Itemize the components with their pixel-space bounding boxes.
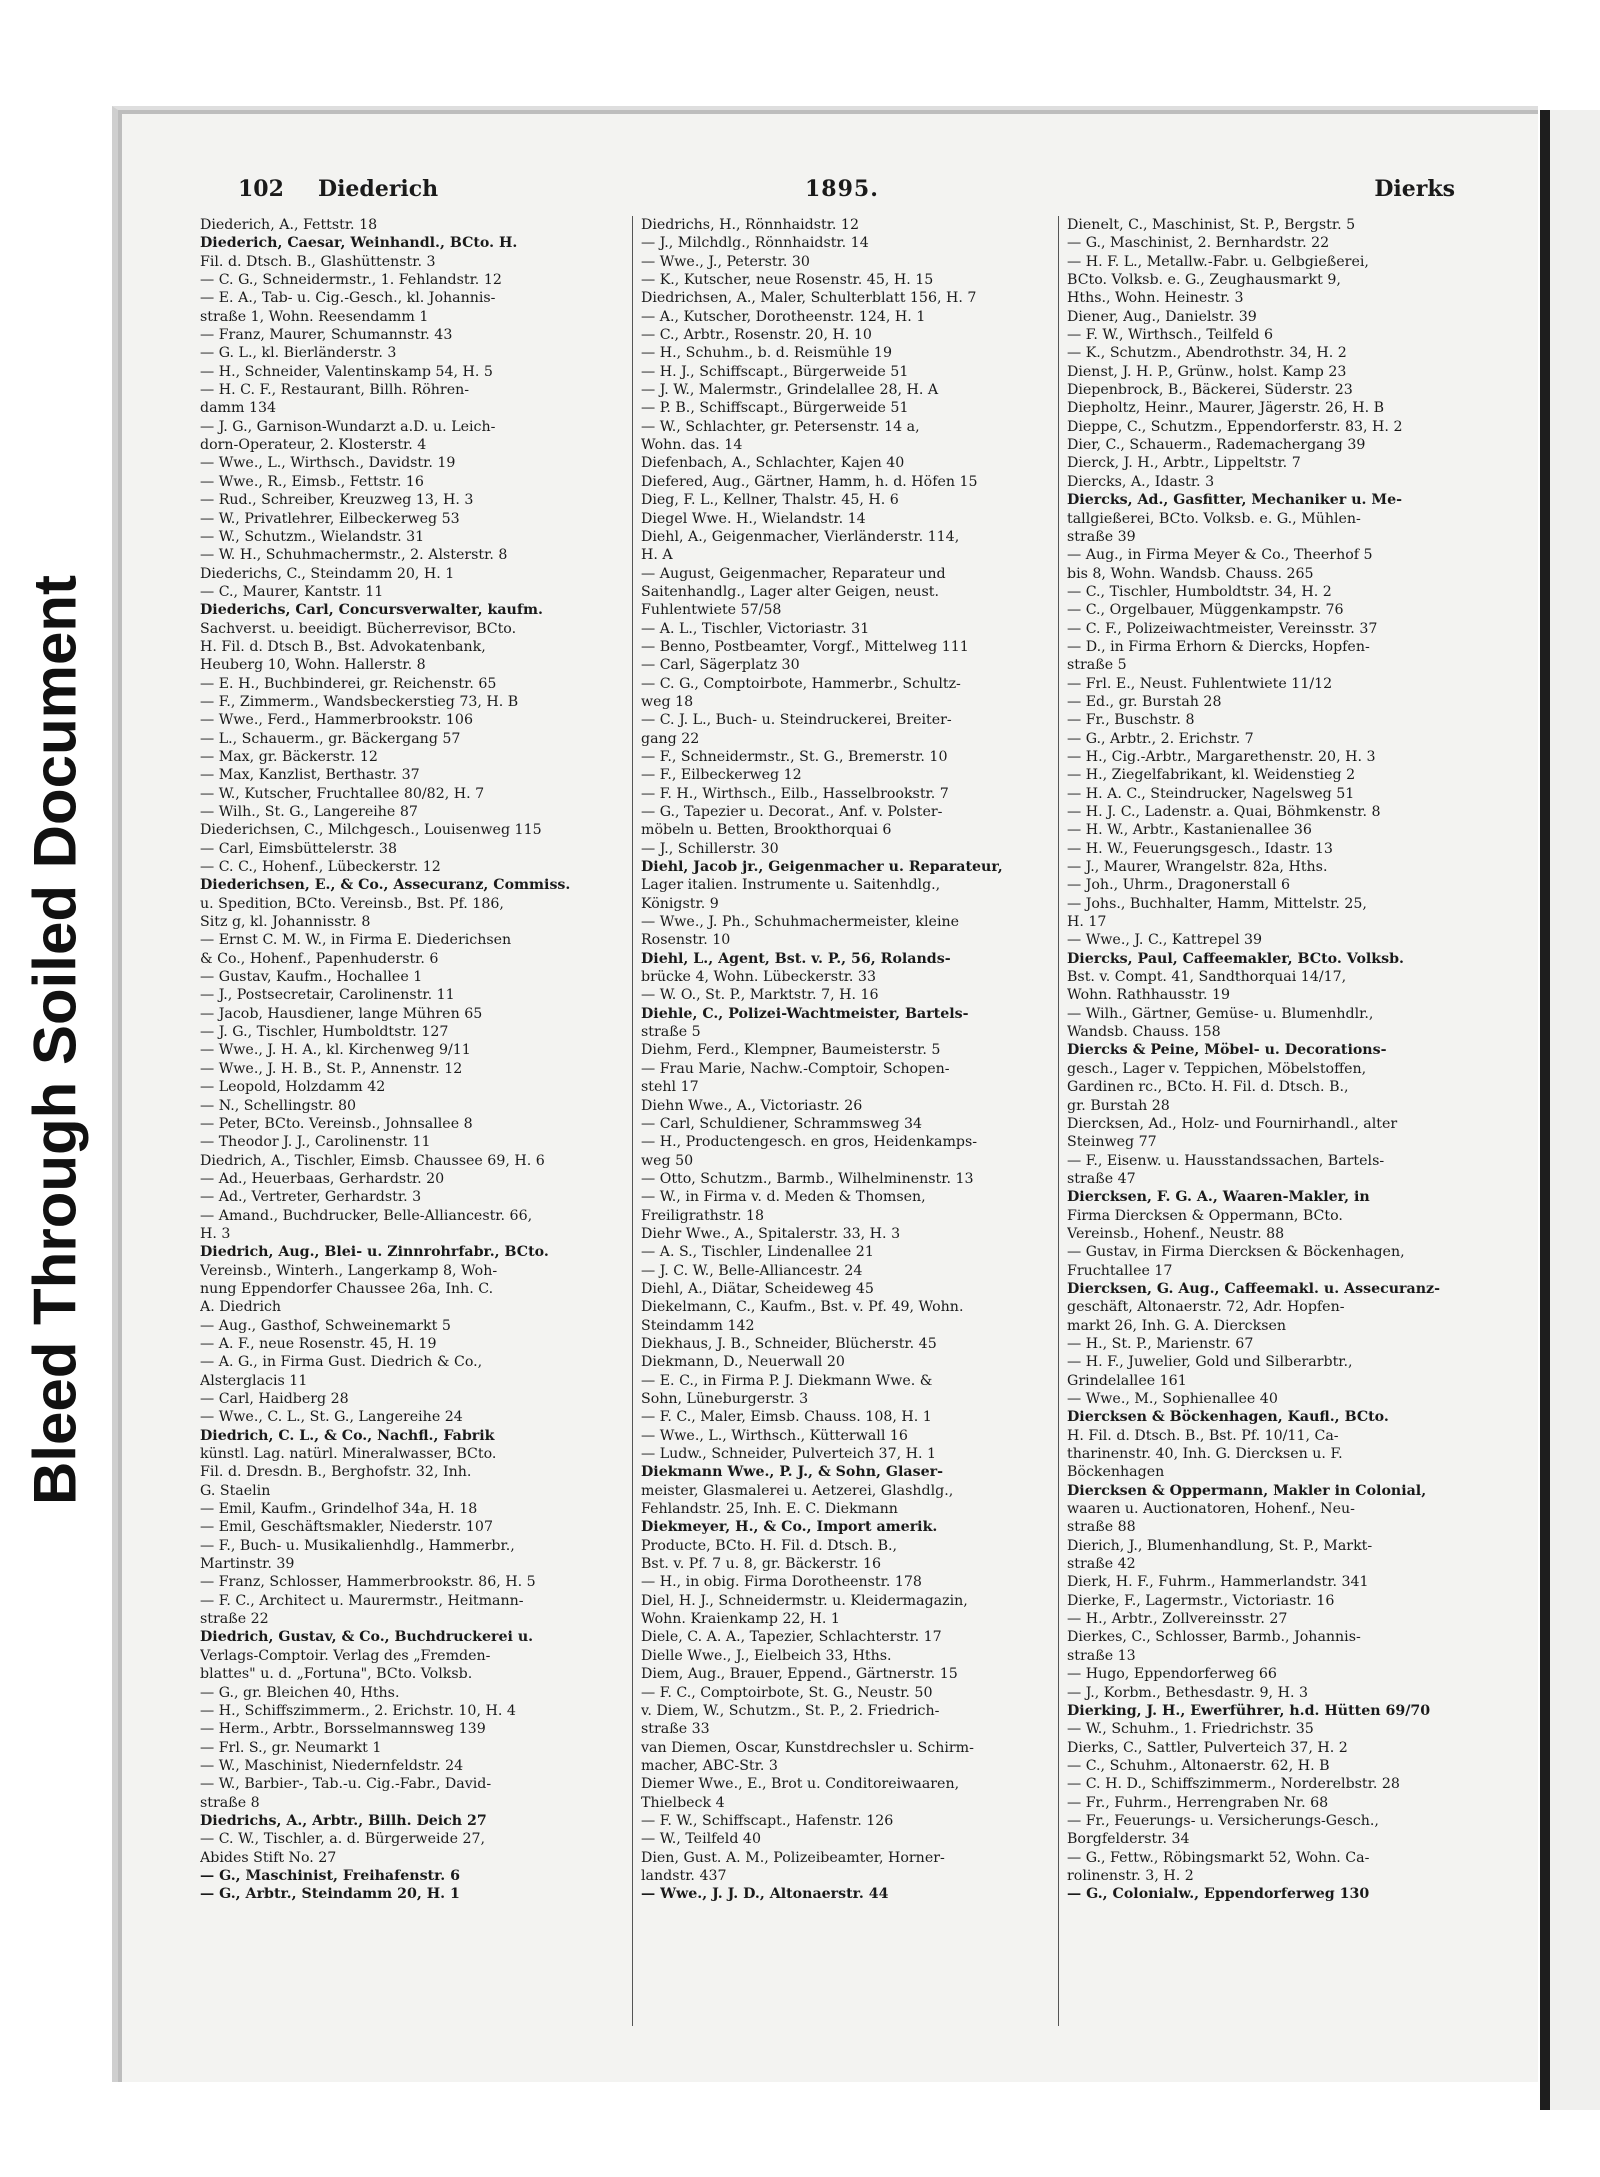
directory-entry: — Wilh., St. G., Langereihe 87 — [200, 804, 418, 820]
directory-entry: — H. J., Schiffscapt., Bürgerweide 51 — [641, 363, 909, 380]
directory-entry: weg 18 — [641, 693, 694, 710]
directory-entry: — H. F., Juwelier, Gold und Silberarbtr., — [1067, 1354, 1353, 1371]
directory-entry: straße 42 — [1067, 1556, 1136, 1573]
directory-entry: straße 8 — [200, 1794, 260, 1811]
directory-entry: — E. C., in Firma P. J. Diekmann Wwe. & — [641, 1372, 933, 1389]
directory-entry: Dierking, J. H., Ewerführer, h.d. Hütten 69/70 — [1067, 1702, 1431, 1719]
directory-entry: — J. C. W., Belle-Alliancestr. 24 — [641, 1262, 863, 1279]
directory-entry: meister, Glasmalerei u. Aetzerei, Glashdlg., — [641, 1482, 954, 1499]
directory-entry: Diefered, Aug., Gärtner, Hamm, h. d. Höfen 15 — [641, 473, 978, 490]
directory-entry: — Wwe., J., Peterstr. 30 — [641, 253, 810, 270]
directory-entry: Fil. d. Dtsch. B., Glashüttenstr. 3 — [200, 253, 436, 270]
directory-entry: stehl 17 — [641, 1079, 699, 1096]
directory-entry: — F. W., Schiffscapt., Hafenstr. 126 — [641, 1812, 894, 1829]
directory-entry: — Emil, Kaufm., Grindelhof 34a, H. 18 — [200, 1501, 478, 1518]
directory-entry: Diederichsen, C., Milchgesch., Louisenweg 115 — [200, 822, 542, 839]
right-running-head: Dierks — [1374, 176, 1455, 202]
directory-entry: tallgießerei, BCto. Volksb. e. G., Mühlen- — [1067, 510, 1361, 527]
page-number: 102 — [238, 176, 284, 202]
directory-entry: — A. G., in Firma Gust. Diedrich & Co., — [200, 1354, 483, 1371]
directory-entry: — F., Schneidermstr., St. G., Bremerstr. 10 — [641, 748, 948, 765]
directory-entry: — D., in Firma Erhorn & Diercks, Hopfen- — [1067, 638, 1370, 655]
directory-entry: — F. C., Maler, Eimsb. Chauss. 108, H. 1 — [641, 1409, 932, 1426]
directory-entry: — Benno, Postbeamter, Vorgf., Mittelweg 111 — [641, 638, 969, 655]
directory-entry: — C., Arbtr., Rosenstr. 20, H. 10 — [641, 327, 872, 344]
directory-entry: Dienst, J. H. P., Grünw., holst. Kamp 23 — [1067, 363, 1347, 380]
directory-entry: Lager italien. Instrumente u. Saitenhdlg., — [641, 877, 941, 894]
directory-entry: waaren u. Auctionatoren, Hohenf., Neu- — [1067, 1501, 1355, 1518]
directory-entry: — F., Eisenw. u. Hausstandssachen, Bartels- — [1067, 1152, 1385, 1169]
directory-entry: — Frl. S., gr. Neumarkt 1 — [200, 1739, 382, 1756]
directory-entry: — Carl, Haidberg 28 — [200, 1391, 349, 1407]
directory-entry: — Frau Marie, Nachw.-Comptoir, Schopen- — [641, 1060, 950, 1077]
directory-entry: Sohn, Lüneburgerstr. 3 — [641, 1391, 809, 1407]
directory-entry: — W., Privatlehrer, Eilbeckerweg 53 — [200, 510, 460, 527]
directory-entry: BCto. Volksb. e. G., Zeughausmarkt 9, — [1067, 272, 1341, 289]
directory-entry: — F., Zimmerm., Wandsbeckerstieg 73, H. B — [200, 693, 519, 710]
directory-entry: Diercks & Peine, Möbel- u. Decorations- — [1067, 1042, 1387, 1059]
directory-entry: — Otto, Schutzm., Barmb., Wilhelminenstr. 13 — [641, 1170, 974, 1187]
directory-entry: — J., Maurer, Wrangelstr. 82a, Hths. — [1067, 859, 1328, 876]
directory-entry: — Carl, Schuldiener, Schrammsweg 34 — [641, 1115, 923, 1132]
directory-entry: Rosenstr. 10 — [641, 932, 731, 949]
directory-entry: u. Spedition, BCto. Vereinsb., Bst. Pf. 186, — [200, 895, 504, 912]
directory-entry: Dier, C., Schauerm., Rademachergang 39 — [1067, 437, 1366, 454]
directory-entry: — Franz, Schlosser, Hammerbrookstr. 86, H. 5 — [200, 1574, 536, 1591]
directory-entry: — N., Schellingstr. 80 — [200, 1097, 357, 1114]
directory-entry: A. Diedrich — [200, 1299, 282, 1316]
directory-entry: Diehl, A., Geigenmacher, Vierländerstr. 114, — [641, 528, 960, 545]
directory-entry: — Wwe., J. Ph., Schuhmachermeister, kleine — [641, 914, 960, 931]
directory-entry: — Gustav, Kaufm., Hochallee 1 — [200, 969, 423, 986]
directory-entry: künstl. Lag. natürl. Mineralwasser, BCto. — [200, 1446, 497, 1463]
directory-entry: Diedrich, Aug., Blei- u. Zinnrohrfabr., BCto. — [200, 1244, 549, 1261]
directory-entry: — Leopold, Holzdamm 42 — [200, 1079, 386, 1096]
directory-entry: — K., Kutscher, neue Rosenstr. 45, H. 15 — [641, 272, 934, 289]
directory-entry: Grindelallee 161 — [1067, 1372, 1187, 1389]
directory-entry: — G., Colonialw., Eppendorferweg 130 — [1067, 1886, 1370, 1903]
directory-entry: Diem, Aug., Brauer, Eppend., Gärtnerstr. 15 — [641, 1666, 958, 1683]
directory-entry: — Wwe., J. J. D., Altonaerstr. 44 — [641, 1886, 889, 1903]
directory-entry: — G., Tapezier u. Decorat., Anf. v. Polster- — [641, 804, 943, 820]
directory-entry: — W., Teilfeld 40 — [641, 1831, 761, 1848]
directory-entry: — Emil, Geschäftsmakler, Niederstr. 107 — [200, 1519, 493, 1536]
directory-entry: — Wwe., J. H. B., St. P., Annenstr. 12 — [200, 1060, 463, 1077]
directory-entry: — Ludw., Schneider, Pulverteich 37, H. 1 — [641, 1446, 937, 1463]
directory-entry: Diefenbach, A., Schlachter, Kajen 40 — [641, 455, 905, 472]
directory-entry: — W., Maschinist, Niedernfeldstr. 24 — [200, 1757, 464, 1774]
directory-entry: — H. F. L., Metallw.-Fabr. u. Gelbgießerei, — [1067, 253, 1369, 270]
directory-entry: — J. W., Malermstr., Grindelallee 28, H. A — [641, 382, 939, 399]
directory-entry: — G. L., kl. Bierländerstr. 3 — [200, 345, 397, 362]
directory-entry: — Joh., Uhrm., Dragonerstall 6 — [1067, 877, 1291, 894]
directory-entry: — C., Schuhm., Altonaerstr. 62, H. B — [1067, 1757, 1330, 1774]
directory-entry: Dierck, J. H., Arbtr., Lippeltstr. 7 — [1067, 455, 1301, 472]
directory-entry: bis 8, Wohn. Wandsb. Chauss. 265 — [1067, 565, 1314, 582]
directory-entry: Fil. d. Dresdn. B., Berghofstr. 32, Inh. — [200, 1464, 472, 1481]
directory-entry: Fehlandstr. 25, Inh. E. C. Diekmann — [641, 1501, 898, 1518]
directory-entry: — Herm., Arbtr., Borsselmannsweg 139 — [200, 1721, 486, 1738]
directory-entry: Diehn Wwe., A., Victoriastr. 26 — [641, 1097, 863, 1114]
directory-entry: — K., Schutzm., Abendrothstr. 34, H. 2 — [1067, 345, 1347, 362]
directory-entry: Diercksen, Ad., Holz- und Fournirhandl., alter — [1067, 1115, 1398, 1132]
directory-entry: — C. H. D., Schiffszimmerm., Norderelbstr. 28 — [1067, 1776, 1400, 1793]
directory-entry: — W. O., St. P., Marktstr. 7, H. 16 — [641, 987, 879, 1004]
directory-entry: Diedrichsen, A., Maler, Schulterblatt 156, H. 7 — [641, 290, 977, 307]
directory-entry: — H., Cig.-Arbtr., Margarethenstr. 20, H. 3 — [1067, 748, 1376, 765]
directory-entry: — Max, Kanzlist, Berthastr. 37 — [200, 767, 420, 784]
directory-entry: Diepenbrock, B., Bäckerei, Süderstr. 23 — [1067, 382, 1353, 399]
directory-entry: — Ad., Vertreter, Gerhardstr. 3 — [200, 1189, 422, 1206]
directory-entry: — Max, gr. Bäckerstr. 12 — [200, 748, 378, 765]
directory-entry: — H. W., Feuerungsgesch., Idastr. 13 — [1067, 840, 1333, 857]
directory-entry: — Wwe., L., Wirthsch., Kütterwall 16 — [641, 1427, 908, 1444]
directory-entry: gang 22 — [641, 730, 700, 747]
directory-entry: — Wwe., Ferd., Hammerbrookstr. 106 — [200, 712, 473, 729]
directory-entry: — F. H., Wirthsch., Eilb., Hasselbrookstr. 7 — [641, 785, 949, 802]
directory-entry: Bst. v. Compt. 41, Sandthorquai 14/17, — [1067, 969, 1347, 986]
directory-entry: — J., Korbm., Bethesdastr. 9, H. 3 — [1067, 1684, 1308, 1701]
column-3 — [1058, 216, 1487, 2026]
directory-entry: straße 33 — [641, 1721, 710, 1738]
directory-entry: Diedrich, C. L., & Co., Nachfl., Fabrik — [200, 1427, 495, 1444]
directory-entry: — Wwe., J. H. A., kl. Kirchenweg 9/11 — [200, 1042, 471, 1059]
column-2 — [632, 216, 1041, 2026]
directory-entry: Diederichs, C., Steindamm 20, H. 1 — [200, 565, 455, 582]
directory-entry: — H., Schuhm., b. d. Reismühle 19 — [641, 345, 892, 362]
directory-entry: Diederich, Caesar, Weinhandl., BCto. H. — [200, 235, 518, 252]
directory-entry: Diehl, L., Agent, Bst. v. P., 56, Rolands- — [641, 950, 951, 967]
directory-entry: — F. W., Wirthsch., Teilfeld 6 — [1067, 327, 1273, 344]
directory-entry: — H., in obig. Firma Dorotheenstr. 178 — [641, 1574, 922, 1591]
directory-entry: Dieg, F. L., Kellner, Thalstr. 45, H. 6 — [641, 492, 899, 509]
directory-columns — [200, 216, 1485, 2026]
directory-entry: Producte, BCto. H. Fil. d. Dtsch. B., — [641, 1537, 898, 1554]
directory-entry: — G., Arbtr., Steindamm 20, H. 1 — [200, 1886, 460, 1903]
directory-entry: Dierich, J., Blumenhandlung, St. P., Markt- — [1067, 1537, 1373, 1554]
directory-entry: — Aug., Gasthof, Schweinemarkt 5 — [200, 1317, 451, 1334]
directory-entry: — J. G., Garnison-Wundarzt a.D. u. Leich- — [200, 418, 496, 435]
directory-entry: — J., Postsecretair, Carolinenstr. 11 — [200, 987, 455, 1004]
directory-page — [200, 176, 1485, 2036]
directory-entry: Fuhlentwiete 57/58 — [641, 602, 782, 619]
directory-entry: Diederichs, Carl, Concursverwalter, kaufm. — [200, 602, 543, 619]
directory-entry: & Co., Hohenf., Papenhuderstr. 6 — [200, 950, 439, 967]
directory-entry: — E. A., Tab- u. Cig.-Gesch., kl. Johannis- — [200, 290, 496, 307]
directory-entry: Dierke, F., Lagermstr., Victoriastr. 16 — [1067, 1592, 1335, 1609]
directory-entry: — A. F., neue Rosenstr. 45, H. 19 — [200, 1335, 437, 1352]
directory-entry: — F. C., Architect u. Maurermstr., Heitmann- — [200, 1592, 524, 1609]
directory-entry: nung Eppendorfer Chaussee 26a, Inh. C. — [200, 1280, 494, 1297]
directory-entry: Wohn. das. 14 — [641, 437, 743, 454]
directory-entry: — H., Productengesch. en gros, Heidenkamps- — [641, 1134, 978, 1151]
directory-entry: straße 47 — [1067, 1170, 1136, 1187]
directory-entry: Vereinsb., Hohenf., Neustr. 88 — [1067, 1225, 1285, 1242]
directory-entry: Diel, H. J., Schneidermstr. u. Kleidermagazin, — [641, 1592, 968, 1609]
directory-entry: straße 5 — [1067, 657, 1127, 674]
directory-entry: — Carl, Sägerplatz 30 — [641, 657, 800, 674]
directory-entry: Dierk, H. F., Fuhrm., Hammerlandstr. 341 — [1067, 1574, 1369, 1591]
directory-entry: — L., Schauerm., gr. Bäckergang 57 — [200, 730, 461, 747]
directory-entry: Diemer Wwe., E., Brot u. Conditoreiwaaren, — [641, 1776, 960, 1793]
directory-entry: Diekelmann, C., Kaufm., Bst. v. Pf. 49, Wohn. — [641, 1299, 964, 1316]
directory-entry: Diehm, Ferd., Klempner, Baumeisterstr. 5 — [641, 1042, 941, 1059]
directory-entry: damm 134 — [200, 400, 277, 417]
directory-entry: H. Fil. d. Dtsch. B., Bst. Pf. 10/11, Ca- — [1067, 1427, 1339, 1444]
directory-entry: — G., gr. Bleichen 40, Hths. — [200, 1684, 400, 1701]
directory-entry: — Ed., gr. Burstah 28 — [1067, 693, 1222, 710]
directory-entry: — Fr., Fuhrm., Herrengraben Nr. 68 — [1067, 1794, 1329, 1811]
directory-entry: Diercks, Paul, Caffeemakler, BCto. Volksb. — [1067, 950, 1404, 967]
directory-entry: H. Fil. d. Dtsch B., Bst. Advokatenbank, — [200, 638, 486, 655]
directory-entry: straße 22 — [200, 1611, 269, 1628]
directory-entry: — J., Milchdlg., Rönnhaidstr. 14 — [641, 235, 869, 252]
directory-entry: — Carl, Eimsbüttelerstr. 38 — [200, 840, 397, 857]
directory-entry: Diele, C. A. A., Tapezier, Schlachterstr. 17 — [641, 1629, 942, 1646]
directory-entry: Saitenhandlg., Lager alter Geigen, neust. — [641, 583, 940, 600]
directory-entry: Dienelt, C., Maschinist, St. P., Bergstr. 5 — [1067, 217, 1356, 233]
directory-entry: Diercks, Ad., Gasfitter, Mechaniker u. Me- — [1067, 492, 1403, 509]
directory-entry: Diekmann Wwe., P. J., & Sohn, Glaser- — [641, 1464, 943, 1481]
directory-entry: — Wwe., C. L., St. G., Langereihe 24 — [200, 1409, 463, 1426]
directory-entry: brücke 4, Wohn. Lübeckerstr. 33 — [641, 969, 876, 986]
directory-entry: Diercksen, F. G. A., Waaren-Makler, in — [1067, 1189, 1370, 1206]
directory-entry: — C. W., Tischler, a. d. Bürgerweide 27, — [200, 1831, 486, 1848]
directory-entry: Wohn. Kraienkamp 22, H. 1 — [641, 1611, 840, 1628]
directory-entry: — Wilh., Gärtner, Gemüse- u. Blumenhdlr., — [1067, 1005, 1374, 1022]
directory-entry: — Johs., Buchhalter, Hamm, Mittelstr. 25, — [1067, 895, 1367, 912]
directory-entry: G. Staelin — [200, 1482, 271, 1499]
directory-entry: Bst. v. Pf. 7 u. 8, gr. Bäckerstr. 16 — [641, 1556, 882, 1573]
directory-entry: Diekmeyer, H., & Co., Import amerik. — [641, 1519, 938, 1536]
directory-entry: Diercks, A., Idastr. 3 — [1067, 473, 1215, 490]
directory-entry: macher, ABC-Str. 3 — [641, 1757, 778, 1774]
directory-entry: Diener, Aug., Danielstr. 39 — [1067, 308, 1257, 325]
directory-entry: H. A — [641, 547, 673, 564]
directory-entry: — C. J. L., Buch- u. Steindruckerei, Breiter- — [641, 712, 952, 729]
directory-entry: — Jacob, Hausdiener, lange Mühren 65 — [200, 1005, 483, 1022]
directory-entry: — J. G., Tischler, Humboldtstr. 127 — [200, 1024, 449, 1041]
directory-entry: dorn-Operateur, 2. Klosterstr. 4 — [200, 437, 427, 454]
directory-entry: straße 5 — [641, 1024, 701, 1041]
directory-entry: — E. H., Buchbinderei, gr. Reichenstr. 65 — [200, 675, 497, 692]
directory-entry: — Aug., in Firma Meyer & Co., Theerhof 5 — [1067, 547, 1373, 564]
directory-entry: Borgfelderstr. 34 — [1067, 1831, 1190, 1848]
directory-entry: — Gustav, in Firma Diercksen & Böckenhagen, — [1067, 1244, 1405, 1261]
directory-entry: — Hugo, Eppendorferweg 66 — [1067, 1666, 1277, 1683]
adjacent-page-edge — [1540, 110, 1600, 2110]
directory-entry: — Wwe., L., Wirthsch., Davidstr. 19 — [200, 455, 456, 472]
directory-entry: Fruchtallee 17 — [1067, 1262, 1173, 1279]
watermark-text: Bleed Through Soiled Document — [21, 574, 89, 1506]
directory-entry: — A. L., Tischler, Victoriastr. 31 — [641, 620, 870, 637]
directory-entry: Diederich, A., Fettstr. 18 — [200, 217, 378, 233]
directory-entry: — C., Maurer, Kantstr. 11 — [200, 583, 384, 600]
directory-entry: Diehr Wwe., A., Spitalerstr. 33, H. 3 — [641, 1225, 901, 1242]
directory-entry: van Diemen, Oscar, Kunstdrechsler u. Schirm- — [641, 1739, 974, 1756]
directory-entry: — F. C., Comptoirbote, St. G., Neustr. 50 — [641, 1684, 933, 1701]
directory-entry: Diepholtz, Heinr., Maurer, Jägerstr. 26, H. B — [1067, 400, 1385, 417]
page-header — [200, 176, 1485, 212]
directory-entry: straße 39 — [1067, 528, 1136, 545]
directory-entry: Heuberg 10, Wohn. Hallerstr. 8 — [200, 657, 426, 674]
directory-entry: — H. C. F., Restaurant, Billh. Röhren- — [200, 382, 470, 399]
directory-entry: Vereinsb., Winterh., Langerkamp 8, Woh- — [200, 1262, 498, 1279]
directory-entry: — Wwe., J. C., Kattrepel 39 — [1067, 932, 1263, 949]
directory-entry: — C., Orgelbauer, Müggenkampstr. 76 — [1067, 602, 1344, 619]
directory-entry: Firma Diercksen & Oppermann, BCto. — [1067, 1207, 1343, 1224]
directory-entry: tharinenstr. 40, Inh. G. Diercksen u. F. — [1067, 1446, 1343, 1463]
column-1 — [200, 216, 608, 2026]
directory-entry: — A., Kutscher, Dorotheenstr. 124, H. 1 — [641, 308, 926, 325]
directory-entry: — H., Schneider, Valentinskamp 54, H. 5 — [200, 363, 493, 380]
directory-entry: Diehl, Jacob jr., Geigenmacher u. Reparateur, — [641, 859, 1003, 876]
directory-entry: Diercksen & Böckenhagen, Kaufl., BCto. — [1067, 1409, 1389, 1426]
directory-entry: — H., Schiffszimmerm., 2. Erichstr. 10, H. 4 — [200, 1702, 516, 1719]
directory-entry: Diercksen, G. Aug., Caffeemakl. u. Assecuranz- — [1067, 1280, 1440, 1297]
directory-entry: möbeln u. Betten, Brookthorquai 6 — [641, 822, 892, 839]
directory-entry: landstr. 437 — [641, 1867, 727, 1884]
directory-entry: straße 88 — [1067, 1519, 1136, 1536]
directory-entry: Dierks, C., Sattler, Pulverteich 37, H. 2 — [1067, 1739, 1348, 1756]
directory-entry: — G., Maschinist, Freihafenstr. 6 — [200, 1867, 461, 1884]
directory-entry: Diercksen & Oppermann, Makler in Colonial, — [1067, 1482, 1427, 1499]
directory-entry: — Franz, Maurer, Schumannstr. 43 — [200, 327, 453, 344]
directory-entry: gesch., Lager v. Teppichen, Möbelstoffen, — [1067, 1060, 1367, 1077]
directory-entry: H. 17 — [1067, 914, 1107, 931]
directory-entry: Diederichsen, E., & Co., Assecuranz, Commiss. — [200, 877, 571, 894]
directory-entry: — C. F., Polizeiwachtmeister, Vereinsstr. 37 — [1067, 620, 1378, 637]
directory-entry: Gardinen rc., BCto. H. Fil. d. Dtsch. B., — [1067, 1079, 1349, 1096]
directory-entry: — Ernst C. M. W., in Firma E. Diederichsen — [200, 932, 512, 949]
directory-entry: — G., Maschinist, 2. Bernhardstr. 22 — [1067, 235, 1330, 252]
directory-entry: — F., Buch- u. Musikalienhdlg., Hammerbr., — [200, 1537, 515, 1554]
directory-entry: Abides Stift No. 27 — [200, 1849, 337, 1866]
directory-entry: Diehle, C., Polizei-Wachtmeister, Bartels- — [641, 1005, 969, 1022]
directory-entry: Diekhaus, J. B., Schneider, Blücherstr. 45 — [641, 1335, 937, 1352]
directory-entry: — A. S., Tischler, Lindenallee 21 — [641, 1244, 874, 1261]
directory-entry: — W., Barbier-, Tab.-u. Cig.-Fabr., David- — [200, 1776, 492, 1793]
directory-entry: Diedrich, Gustav, & Co., Buchdruckerei u. — [200, 1629, 534, 1646]
directory-entry: — Theodor J. J., Carolinenstr. 11 — [200, 1134, 431, 1151]
directory-entry: Dien, Gust. A. M., Polizeibeamter, Horner- — [641, 1849, 945, 1866]
directory-entry: — C. G., Schneidermstr., 1. Fehlandstr. 12 — [200, 272, 502, 289]
directory-entry: — Amand., Buchdrucker, Belle-Alliancestr. 66, — [200, 1207, 533, 1224]
directory-entry: — Fr., Feuerungs- u. Versicherungs-Gesch., — [1067, 1812, 1379, 1829]
directory-entry: straße 13 — [1067, 1647, 1136, 1664]
watermark-label — [0, 0, 110, 2177]
directory-entry: Steinweg 77 — [1067, 1134, 1157, 1151]
directory-entry: Wohn. Rathhausstr. 19 — [1067, 987, 1231, 1004]
directory-entry: — Wwe., R., Eimsb., Fettstr. 16 — [200, 473, 424, 490]
directory-entry: Dielle Wwe., J., Eielbeich 33, Hths. — [641, 1647, 892, 1664]
directory-entry: — Peter, BCto. Vereinsb., Johnsallee 8 — [200, 1115, 473, 1132]
directory-entry: markt 26, Inh. G. A. Diercksen — [1067, 1317, 1287, 1334]
directory-entry: — C., Tischler, Humboldtstr. 34, H. 2 — [1067, 583, 1332, 600]
directory-entry: Thielbeck 4 — [641, 1794, 725, 1811]
directory-entry: — Rud., Schreiber, Kreuzweg 13, H. 3 — [200, 492, 474, 509]
directory-entry: — Frl. E., Neust. Fuhlentwiete 11/12 — [1067, 675, 1333, 692]
directory-entry: — P. B., Schiffscapt., Bürgerweide 51 — [641, 400, 909, 417]
directory-entry: — W., Kutscher, Fruchtallee 80/82, H. 7 — [200, 785, 485, 802]
directory-entry: — H., Arbtr., Zollvereinsstr. 27 — [1067, 1611, 1288, 1628]
directory-entry: Wandsb. Chauss. 158 — [1067, 1024, 1221, 1041]
directory-entry: geschäft, Altonaerstr. 72, Adr. Hopfen- — [1067, 1299, 1345, 1316]
directory-entry: Diegel Wwe. H., Wielandstr. 14 — [641, 510, 866, 527]
directory-entry: Verlags-Comptoir. Verlag des „Fremden- — [200, 1647, 491, 1664]
directory-entry: — G., Fettw., Röbingsmarkt 52, Wohn. Ca- — [1067, 1849, 1370, 1866]
directory-entry: — F., Eilbeckerweg 12 — [641, 767, 802, 784]
directory-entry: — Wwe., M., Sophienallee 40 — [1067, 1391, 1278, 1407]
directory-entry: — C. C., Hohenf., Lübeckerstr. 12 — [200, 859, 441, 876]
directory-entry: — H. J. C., Ladenstr. a. Quai, Böhmkenstr. 8 — [1067, 804, 1381, 820]
directory-entry: Dieppe, C., Schutzm., Eppendorferstr. 83, H. 2 — [1067, 418, 1403, 435]
directory-entry: Diedrich, A., Tischler, Eimsb. Chaussee 69, H. 6 — [200, 1152, 545, 1169]
directory-entry: v. Diem, W., Schutzm., St. P., 2. Friedrich- — [641, 1702, 940, 1719]
directory-entry: — Fr., Buschstr. 8 — [1067, 712, 1195, 729]
directory-entry: — August, Geigenmacher, Reparateur und — [641, 565, 946, 582]
directory-entry: — W. H., Schuhmachermstr., 2. Alsterstr. 8 — [200, 547, 508, 564]
directory-entry: — W., Schuhm., 1. Friedrichstr. 35 — [1067, 1721, 1314, 1738]
directory-entry: — H., Ziegelfabrikant, kl. Weidenstieg 2 — [1067, 767, 1356, 784]
directory-entry: — H. W., Arbtr., Kastanienallee 36 — [1067, 822, 1312, 839]
directory-entry: — H. A. C., Steindrucker, Nagelsweg 51 — [1067, 785, 1355, 802]
directory-entry: Hths., Wohn. Heinestr. 3 — [1067, 290, 1244, 307]
directory-entry: Diedrichs, H., Rönnhaidstr. 12 — [641, 217, 859, 233]
directory-entry: Martinstr. 39 — [200, 1556, 295, 1573]
directory-entry: rolinenstr. 3, H. 2 — [1067, 1867, 1194, 1884]
directory-entry: Diekmann, D., Neuerwall 20 — [641, 1354, 845, 1371]
left-running-head: Diederich — [318, 176, 439, 202]
directory-entry: — H., St. P., Marienstr. 67 — [1067, 1335, 1254, 1352]
directory-entry: gr. Burstah 28 — [1067, 1097, 1170, 1114]
directory-entry: blattes" u. d. „Fortuna", BCto. Volksb. — [200, 1666, 473, 1683]
directory-entry: Königstr. 9 — [641, 895, 719, 912]
directory-entry: — G., Arbtr., 2. Erichstr. 7 — [1067, 730, 1254, 747]
directory-entry: Freiligrathstr. 18 — [641, 1207, 765, 1224]
directory-entry: — W., Schutzm., Wielandstr. 31 — [200, 528, 425, 545]
directory-entry: Sitz g, kl. Johannisstr. 8 — [200, 914, 371, 931]
directory-entry: H. 3 — [200, 1225, 231, 1242]
directory-entry: Steindamm 142 — [641, 1317, 755, 1334]
directory-entry: straße 1, Wohn. Reesendamm 1 — [200, 308, 429, 325]
directory-entry: — W., Schlachter, gr. Petersenstr. 14 a, — [641, 418, 920, 435]
directory-entry: Alsterglacis 11 — [200, 1372, 308, 1389]
year-heading: 1895. — [805, 176, 879, 202]
directory-entry: Böckenhagen — [1067, 1464, 1165, 1481]
directory-entry: Diedrichs, A., Arbtr., Billh. Deich 27 — [200, 1812, 487, 1829]
directory-entry: — Ad., Heuerbaas, Gerhardstr. 20 — [200, 1170, 445, 1187]
directory-entry: — J., Schillerstr. 30 — [641, 840, 779, 857]
directory-entry: Dierkes, C., Schlosser, Barmb., Johannis- — [1067, 1629, 1361, 1646]
directory-entry: Diehl, A., Diätar, Scheideweg 45 — [641, 1280, 874, 1297]
directory-entry: — C. G., Comptoirbote, Hammerbr., Schultz- — [641, 675, 961, 692]
directory-entry: weg 50 — [641, 1152, 694, 1169]
directory-entry: Sachverst. u. beeidigt. Bücherrevisor, BCto. — [200, 620, 517, 637]
directory-entry: — W., in Firma v. d. Meden & Thomsen, — [641, 1189, 926, 1206]
